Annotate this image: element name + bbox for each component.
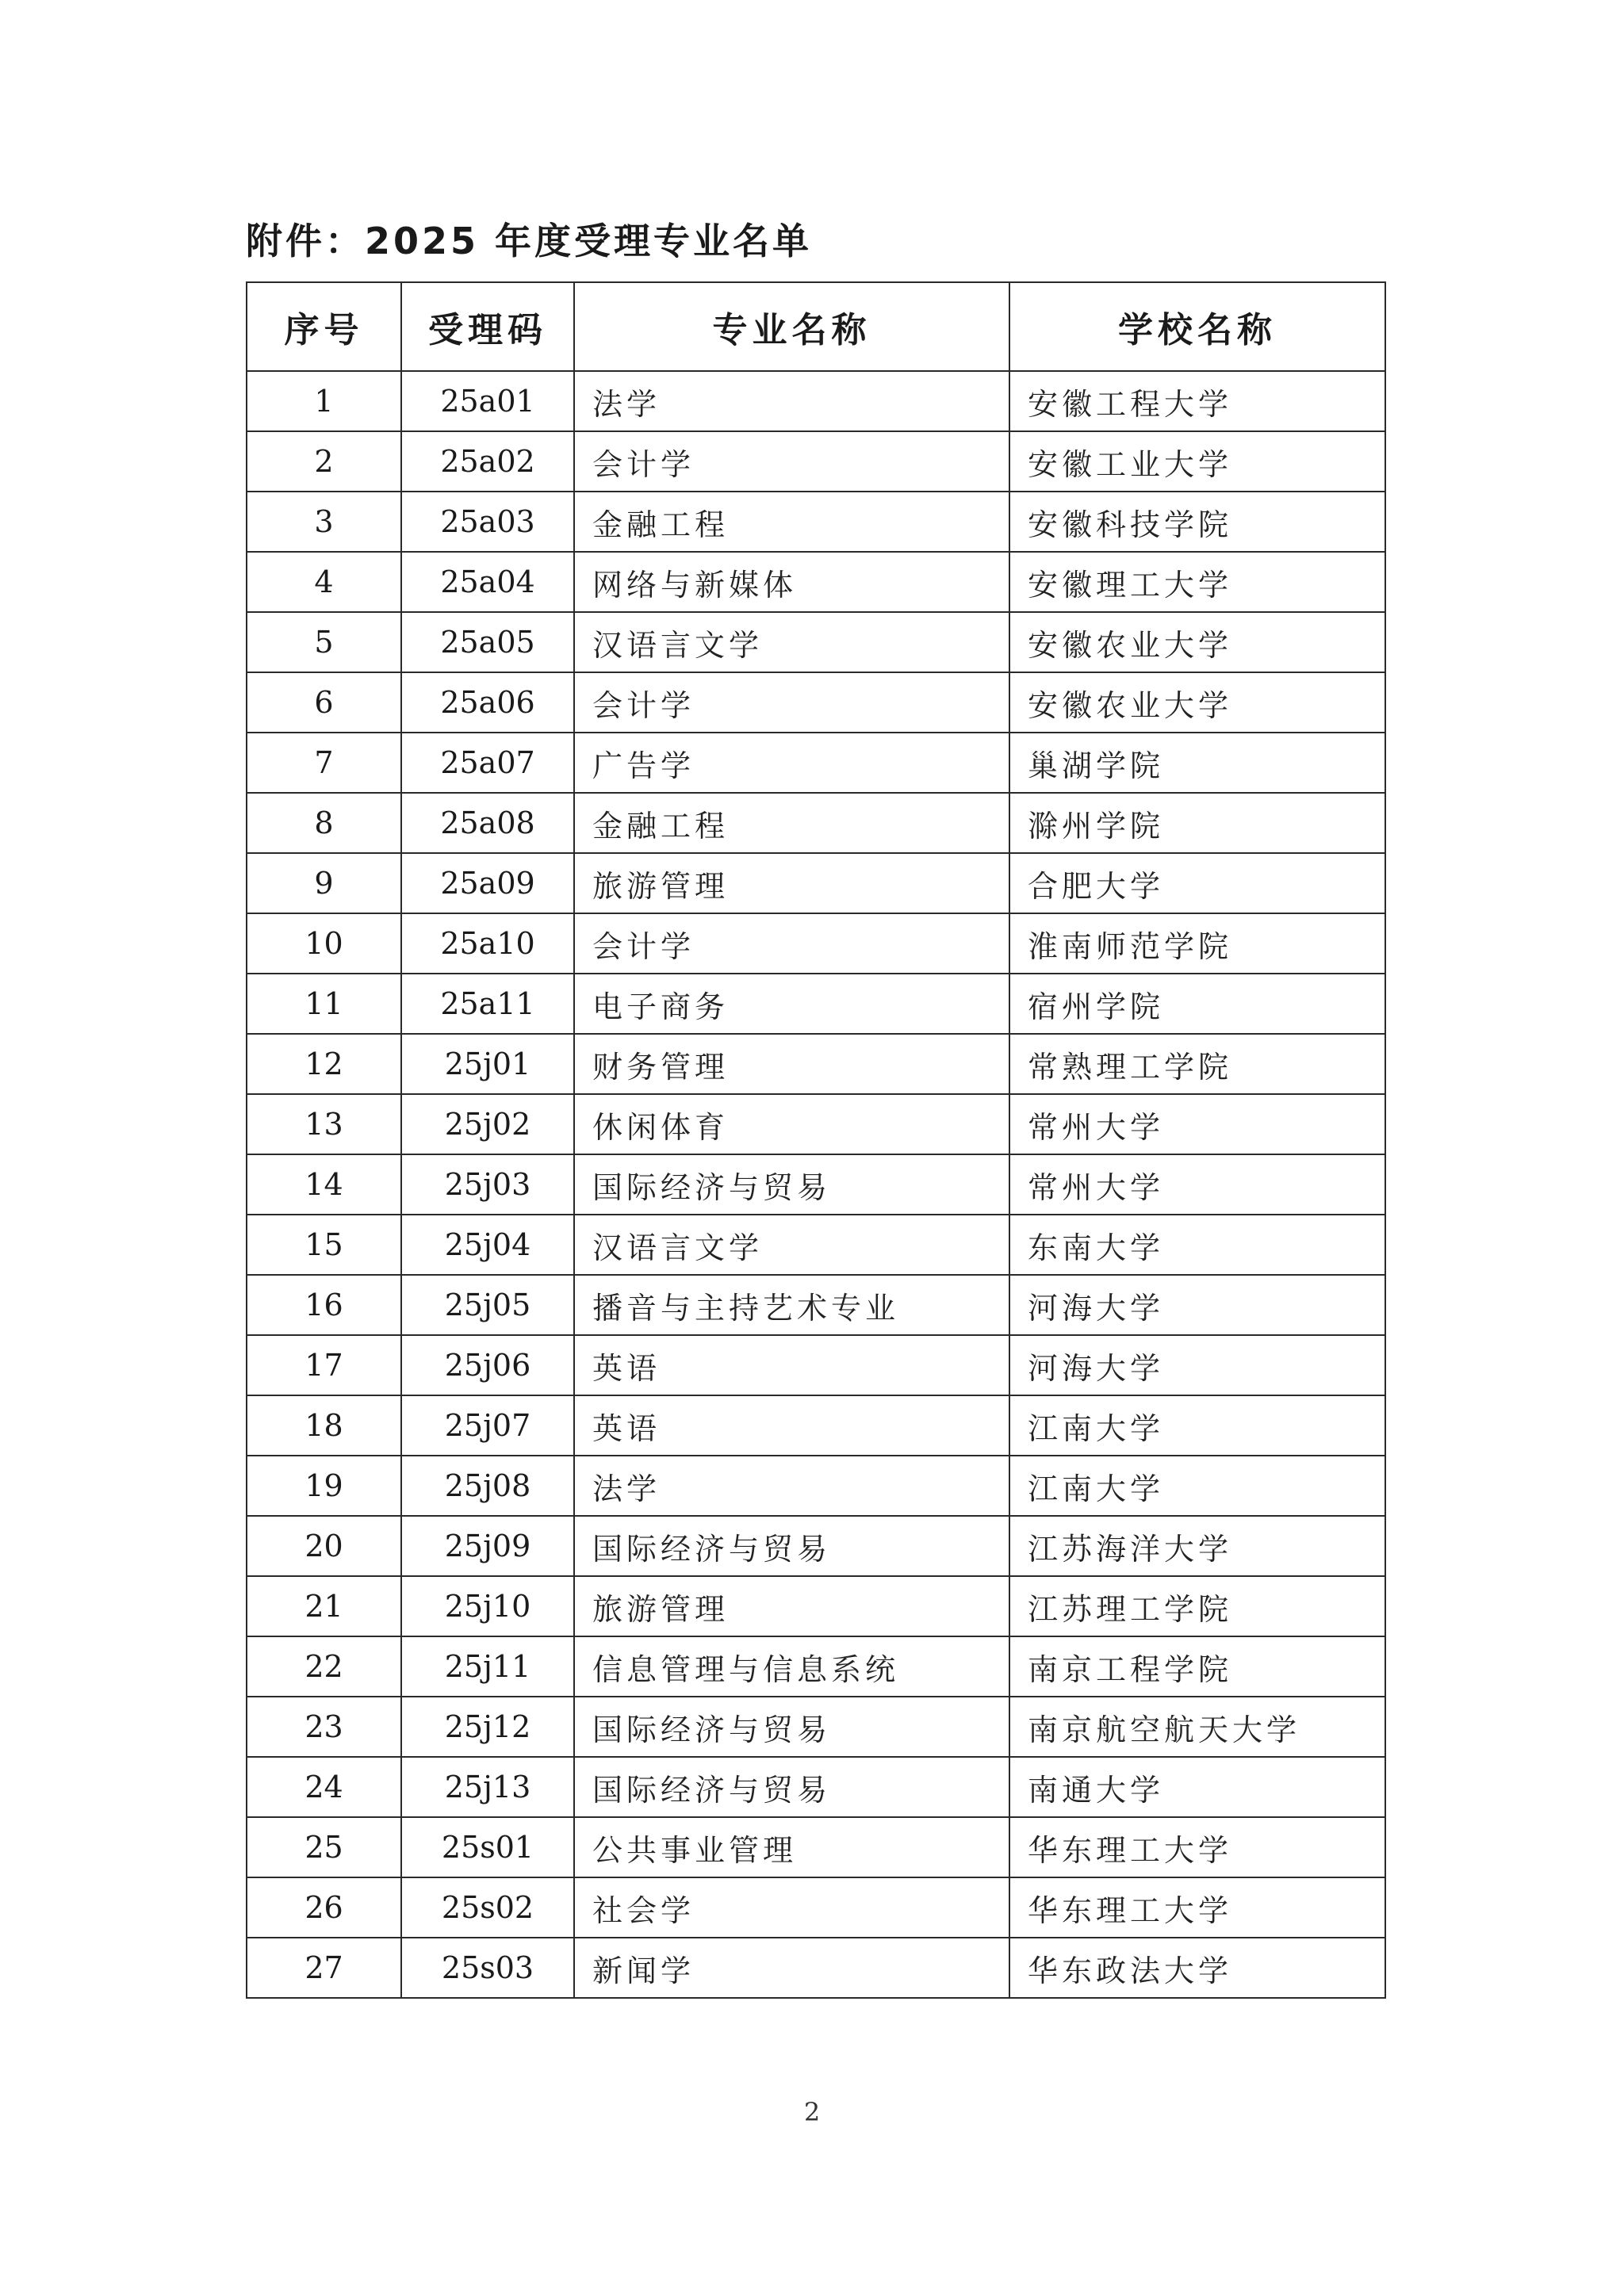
table-row	[247, 793, 1385, 853]
header-index: 序号	[247, 282, 401, 371]
row-code-cell: 25s01	[401, 1817, 574, 1877]
row-code-cell: 25s03	[401, 1938, 574, 1998]
row-school-cell: 南京航空航天大学	[1009, 1697, 1385, 1757]
row-major-cell: 金融工程	[574, 793, 1009, 853]
row-code-cell: 25j09	[401, 1516, 574, 1576]
table-row	[247, 733, 1385, 793]
row-code-cell: 25s02	[401, 1877, 574, 1938]
row-index-cell: 11	[247, 974, 401, 1034]
table-header-row	[247, 282, 1385, 371]
row-major-cell: 新闻学	[574, 1938, 1009, 1998]
row-school-cell: 合肥大学	[1009, 853, 1385, 913]
row-major-cell: 广告学	[574, 733, 1009, 793]
row-major-cell: 旅游管理	[574, 853, 1009, 913]
row-school-cell: 安徽农业大学	[1009, 672, 1385, 733]
row-index-cell: 6	[247, 672, 401, 733]
row-index-cell: 13	[247, 1094, 401, 1154]
row-code-cell: 25a02	[401, 431, 574, 492]
row-major-cell: 网络与新媒体	[574, 552, 1009, 612]
row-major-cell: 汉语言文学	[574, 1215, 1009, 1275]
row-major-cell: 公共事业管理	[574, 1817, 1009, 1877]
table-row	[247, 1215, 1385, 1275]
table-row	[247, 1697, 1385, 1757]
row-major-cell: 法学	[574, 371, 1009, 431]
row-major-cell: 汉语言文学	[574, 612, 1009, 672]
row-index-cell: 20	[247, 1516, 401, 1576]
row-major-cell: 法学	[574, 1456, 1009, 1516]
row-major-cell: 财务管理	[574, 1034, 1009, 1094]
row-code-cell: 25j05	[401, 1275, 574, 1335]
row-code-cell: 25j06	[401, 1335, 574, 1395]
row-code-cell: 25a01	[401, 371, 574, 431]
row-index-cell: 7	[247, 733, 401, 793]
header-school: 学校名称	[1009, 282, 1385, 371]
row-major-cell: 国际经济与贸易	[574, 1697, 1009, 1757]
row-major-cell: 电子商务	[574, 974, 1009, 1034]
row-index-cell: 2	[247, 431, 401, 492]
row-major-cell: 金融工程	[574, 492, 1009, 552]
row-school-cell: 滁州学院	[1009, 793, 1385, 853]
row-index-cell: 17	[247, 1335, 401, 1395]
row-school-cell: 安徽理工大学	[1009, 552, 1385, 612]
row-index-cell: 24	[247, 1757, 401, 1817]
row-index-cell: 10	[247, 913, 401, 974]
row-school-cell: 淮南师范学院	[1009, 913, 1385, 974]
row-school-cell: 河海大学	[1009, 1275, 1385, 1335]
row-code-cell: 25a08	[401, 793, 574, 853]
table-row	[247, 371, 1385, 431]
row-code-cell: 25j03	[401, 1154, 574, 1215]
page-title: 附件：2025 年度受理专业名单	[246, 220, 813, 262]
row-school-cell: 江苏海洋大学	[1009, 1516, 1385, 1576]
table-row	[247, 552, 1385, 612]
row-school-cell: 华东理工大学	[1009, 1817, 1385, 1877]
table-row	[247, 431, 1385, 492]
row-index-cell: 21	[247, 1576, 401, 1636]
table-body	[247, 371, 1385, 1998]
table-row	[247, 1034, 1385, 1094]
row-index-cell: 15	[247, 1215, 401, 1275]
table-row	[247, 1938, 1385, 1998]
row-major-cell: 信息管理与信息系统	[574, 1636, 1009, 1697]
row-code-cell: 25j11	[401, 1636, 574, 1697]
row-major-cell: 会计学	[574, 913, 1009, 974]
table-row	[247, 974, 1385, 1034]
row-school-cell: 安徽农业大学	[1009, 612, 1385, 672]
header-major: 专业名称	[574, 282, 1009, 371]
row-school-cell: 江南大学	[1009, 1395, 1385, 1456]
table-row	[247, 492, 1385, 552]
row-major-cell: 国际经济与贸易	[574, 1757, 1009, 1817]
row-school-cell: 华东政法大学	[1009, 1938, 1385, 1998]
row-major-cell: 会计学	[574, 431, 1009, 492]
row-index-cell: 3	[247, 492, 401, 552]
row-major-cell: 英语	[574, 1335, 1009, 1395]
row-major-cell: 国际经济与贸易	[574, 1516, 1009, 1576]
row-school-cell: 巢湖学院	[1009, 733, 1385, 793]
row-school-cell: 江苏理工学院	[1009, 1576, 1385, 1636]
page-number: 2	[803, 2097, 821, 2127]
row-code-cell: 25a03	[401, 492, 574, 552]
row-school-cell: 河海大学	[1009, 1335, 1385, 1395]
table-row	[247, 1877, 1385, 1938]
row-code-cell: 25j02	[401, 1094, 574, 1154]
row-major-cell: 英语	[574, 1395, 1009, 1456]
row-code-cell: 25a07	[401, 733, 574, 793]
row-major-cell: 社会学	[574, 1877, 1009, 1938]
row-index-cell: 1	[247, 371, 401, 431]
table-row	[247, 1757, 1385, 1817]
row-code-cell: 25j04	[401, 1215, 574, 1275]
table-row	[247, 1395, 1385, 1456]
table-row	[247, 1275, 1385, 1335]
row-code-cell: 25a05	[401, 612, 574, 672]
row-code-cell: 25j12	[401, 1697, 574, 1757]
row-code-cell: 25a10	[401, 913, 574, 974]
row-code-cell: 25j01	[401, 1034, 574, 1094]
row-major-cell: 会计学	[574, 672, 1009, 733]
row-school-cell: 华东理工大学	[1009, 1877, 1385, 1938]
row-index-cell: 23	[247, 1697, 401, 1757]
row-index-cell: 14	[247, 1154, 401, 1215]
row-school-cell: 南京工程学院	[1009, 1636, 1385, 1697]
row-index-cell: 22	[247, 1636, 401, 1697]
row-school-cell: 常州大学	[1009, 1094, 1385, 1154]
row-code-cell: 25j07	[401, 1395, 574, 1456]
table-row	[247, 913, 1385, 974]
row-code-cell: 25a11	[401, 974, 574, 1034]
row-code-cell: 25j10	[401, 1576, 574, 1636]
table-row	[247, 1094, 1385, 1154]
row-code-cell: 25j13	[401, 1757, 574, 1817]
row-school-cell: 南通大学	[1009, 1757, 1385, 1817]
row-code-cell: 25j08	[401, 1456, 574, 1516]
table-row	[247, 1636, 1385, 1697]
row-index-cell: 27	[247, 1938, 401, 1998]
table-row	[247, 1456, 1385, 1516]
row-major-cell: 旅游管理	[574, 1576, 1009, 1636]
table-row	[247, 1154, 1385, 1215]
row-school-cell: 安徽科技学院	[1009, 492, 1385, 552]
row-school-cell: 宿州学院	[1009, 974, 1385, 1034]
row-school-cell: 常熟理工学院	[1009, 1034, 1385, 1094]
row-school-cell: 安徽工业大学	[1009, 431, 1385, 492]
row-major-cell: 休闲体育	[574, 1094, 1009, 1154]
row-index-cell: 5	[247, 612, 401, 672]
row-index-cell: 16	[247, 1275, 401, 1335]
table-row	[247, 612, 1385, 672]
table-row	[247, 1576, 1385, 1636]
table-row	[247, 1516, 1385, 1576]
table-row	[247, 853, 1385, 913]
row-major-cell: 播音与主持艺术专业	[574, 1275, 1009, 1335]
row-code-cell: 25a04	[401, 552, 574, 612]
row-index-cell: 9	[247, 853, 401, 913]
row-code-cell: 25a09	[401, 853, 574, 913]
row-school-cell: 常州大学	[1009, 1154, 1385, 1215]
row-index-cell: 18	[247, 1395, 401, 1456]
row-index-cell: 8	[247, 793, 401, 853]
row-index-cell: 26	[247, 1877, 401, 1938]
row-school-cell: 江南大学	[1009, 1456, 1385, 1516]
row-index-cell: 25	[247, 1817, 401, 1877]
row-index-cell: 19	[247, 1456, 401, 1516]
row-index-cell: 12	[247, 1034, 401, 1094]
row-school-cell: 安徽工程大学	[1009, 371, 1385, 431]
table-row	[247, 1817, 1385, 1877]
header-code: 受理码	[401, 282, 574, 371]
row-index-cell: 4	[247, 552, 401, 612]
row-major-cell: 国际经济与贸易	[574, 1154, 1009, 1215]
majors-table	[246, 281, 1386, 1999]
table-row	[247, 1335, 1385, 1395]
row-school-cell: 东南大学	[1009, 1215, 1385, 1275]
table-row	[247, 672, 1385, 733]
row-code-cell: 25a06	[401, 672, 574, 733]
